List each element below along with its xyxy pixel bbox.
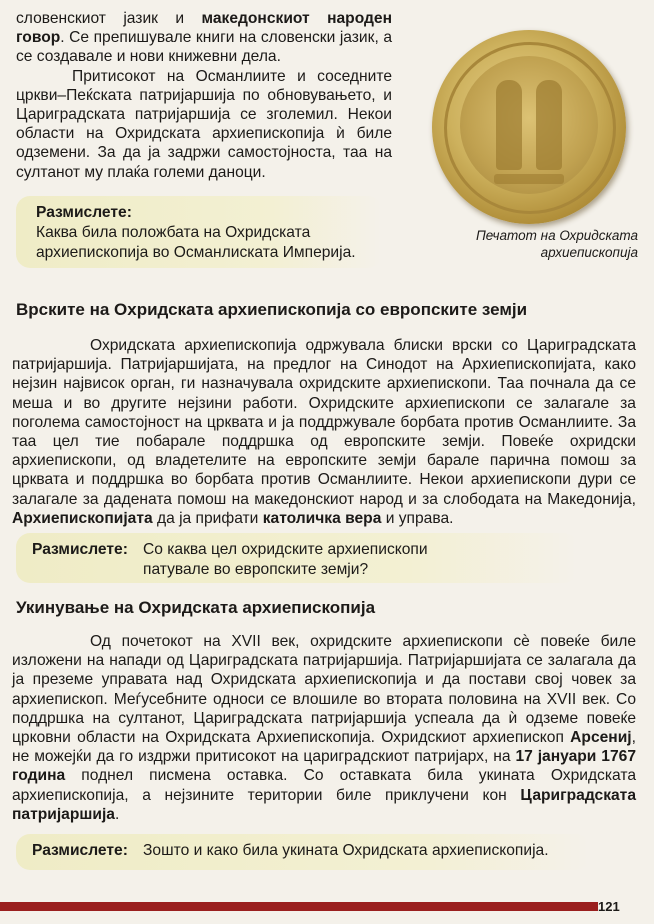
reflect-label: Размислете: (36, 204, 132, 221)
section-2-text (12, 632, 636, 824)
section-2-text-b: , не можејќи да го издржи притисокот на цариградскиот патријарх, на (12, 729, 636, 766)
section-1-paragraph (12, 336, 636, 528)
section-2-bold-a: Арсениј (570, 729, 632, 747)
reflect-label: Размислете: (32, 842, 128, 859)
section-1-text (12, 336, 636, 528)
reflect-question: Каква била положбата на Охридската архиепископија во Османлиската Империја. (36, 224, 356, 261)
section-2-bold-c: Цариградската патријаршија (12, 786, 636, 823)
section-2-text-c: поднел писмена оставка. Со оставката била укината Охридската архиепископија, а нејзините територии биле приклучени кон (12, 767, 636, 804)
section-heading-1: Врските на Охридската архиепископија со европските земји (16, 300, 528, 319)
reflect-box-3 (16, 834, 590, 870)
section-2-text-a: Од почетокот на XVII век, охридските архиепископи сѐ повеќе биле изложени на напади од Цариградската патријаршија. Патријаршијата се залагала да ја преземе управата над Охридската архиепископија и да постави свој човек за архиепископ. Меѓусебните односи се влошиле во втората половина на XVII век. Со поддршка на султанот, Цариградската патријаршија успеала да ѝ одземе повеќе црковни области на Охридската Архиепископија. Охридскиот архиепископ (12, 633, 636, 747)
section-heading-2: Укинување на Охридската архиепископија (16, 598, 376, 617)
seal-image (432, 30, 626, 224)
intro-text-a: словенскиот јазик и (16, 10, 202, 27)
section-2-bold-b: 17 јануари 1767 година (12, 748, 636, 785)
seal-base (494, 174, 564, 184)
intro-bold: македонскиот народен говор (16, 10, 393, 47)
page-number: 121 (598, 899, 620, 914)
reflect-box-1 (16, 196, 382, 268)
section-1-text-a: Охридската архиепископија одржувала блиски врски со Цариградската патријаршија. Патријаршијата, на предлог на Синодот на Архиепископијата, како нејзин највисок орган, ги назначувала охридските архиепископи. Таа почнала да се меша и во другите нејзини работи. Охридските архиепископи се залагале за поголема самостојност на црквата и ја поддржувале борбата против Османлиите. За таа цел тие побарале поддршка од европските земји. Повеќе охридски архиепископи, од владетелите на европските земји барале парична помош за црквата и поддршка во борбата против Османлиите. Некои архиепископи дури се залагале за дадената помош на македонскиот народ и за слободата на Македонија, (12, 337, 636, 508)
section-1-bold-a: Архиепископијата (12, 509, 153, 527)
seal-figure-left (496, 80, 522, 170)
reflect-question: Со каква цел охридските архиепископи патувале во европските земји? (143, 541, 428, 578)
reflect-box-2 (16, 533, 578, 583)
section-2-text-d: . (114, 805, 120, 823)
intro-paragraph-2: Притисокот на Османлиите и соседните цркви–Пеќската патријаршија по обновувањето, и Цариградската патријаршија се зголемил. Некои области на Охридската архиепископија ѝ биле одземени. За да ја задржи самостојноста, таа на султанот му плаќа големи даноци. (16, 67, 392, 181)
intro-paragraph-1 (16, 9, 392, 67)
reflect-question: Зошто и како била укината Охридската архиепископија. (143, 842, 549, 859)
section-1-text-b: да ја прифати (152, 509, 263, 527)
seal-figure-right (536, 80, 562, 170)
section-1-bold-b: католичка вера (262, 509, 382, 527)
seal-inner (460, 56, 598, 194)
seal-caption: Печатот на Охридската архиепископија (476, 228, 638, 260)
footer-bar (0, 902, 598, 911)
section-1-text-c: и управа. (381, 509, 454, 527)
intro-text-c: . Се препишувале книги на словенски јазик, а се создавале и нови книжевни дела. (16, 29, 392, 66)
intro-text (16, 9, 392, 182)
reflect-label: Размислете: (32, 541, 128, 558)
section-2-paragraph (12, 632, 636, 824)
